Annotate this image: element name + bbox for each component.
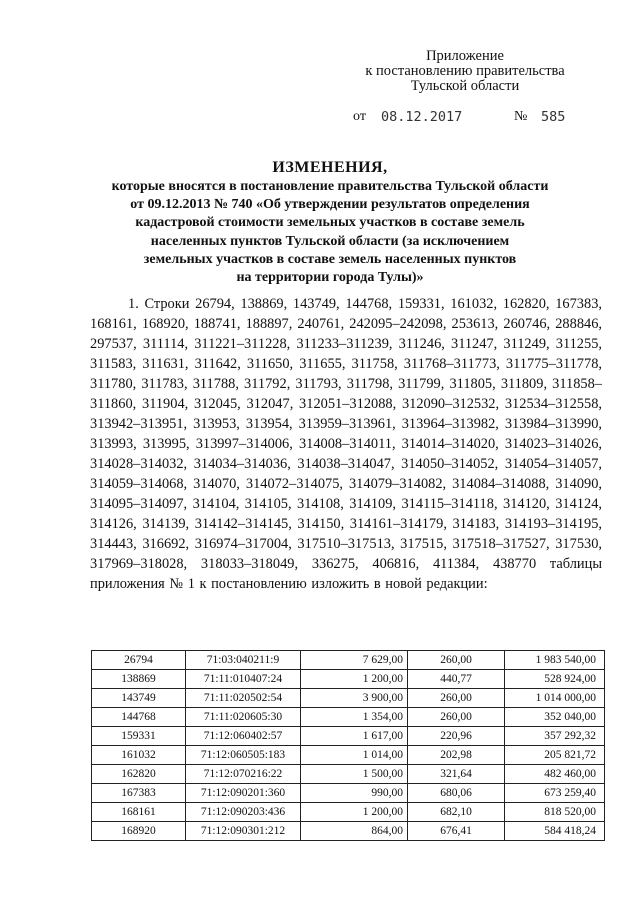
body-paragraph: 1. Строки 26794, 138869, 143749, 144768, 159331, 161032, 162820, 167383, 168161, 168920, 188741, 188897, 240761, 242095–242098, 253613, 260746, 288846, 297537, 311114, 311221–311228, 311233–311239, 311246, 311247, 311249, 311255, 311583, 311631, 311642, 311650, 311655, 311758, 311768–311773, 311775–311778, 311780, 311783, 311788, 311792, 311793, 311798, 311799, 311805, 311809, 311858–311860, 311904, 312045, 312047, 312051–312088, 312090–312532, 312534–312558, 313942–313951, 313953, 313954, 313959–313961, 313964–313982, 313984–313990, 313993, 313995, 313997–314006, 314008–314011, 314014–314020, 314023–314026, 314028–314032, 314034–314036, 314038–314047, 314050–314052, 314054–314057, 314059–314068, 314070, 314072–314075, 314079–314082, 314084–314088, 314090, 314095–314097, 314104, 314105, 314108, 314109, 314115–314118, 314120, 314124, 314126, 314139, 314142–314145, 314150, 314161–314179, 314183, 314193–314195, 314443, 316692, 316974–317004, 317510–317513, 317515, 317518–317527, 317530, 317969–318028, 318033–318049, 336275, 406816, 411384, 438770 таблицы приложения № 1 к постановлению изложить в новой редакции: [90,296,602,592]
cell-total-value: 1 014 000,00 [505,689,605,708]
title-line: от 09.12.2013 № 740 «Об утверждении результатов определения [130,197,530,213]
cell-row-number: 168920 [92,822,186,841]
decree-number: 585 [541,109,566,125]
cell-unit-value: 321,64 [408,765,505,784]
cell-unit-value: 260,00 [408,708,505,727]
document-heading [80,157,580,287]
cell-row-number: 26794 [92,651,186,670]
cell-unit-value: 440,77 [408,670,505,689]
table-row [92,784,605,803]
date-prefix: от [353,109,366,124]
appendix-block [340,49,590,94]
cell-area: 1 200,00 [301,670,408,689]
cell-area: 864,00 [301,822,408,841]
cell-total-value: 584 418,24 [505,822,605,841]
cell-unit-value: 260,00 [408,689,505,708]
decree-date-number [353,109,593,129]
cell-total-value: 352 040,00 [505,708,605,727]
table-row [92,689,605,708]
cell-area: 1 200,00 [301,803,408,822]
cell-total-value: 1 983 540,00 [505,651,605,670]
table-row [92,746,605,765]
cell-row-number: 143749 [92,689,186,708]
cell-area: 990,00 [301,784,408,803]
title-line: на территории города Тулы)» [236,270,424,286]
table-row [92,727,605,746]
cell-cadastral-number: 71:12:060505:183 [186,746,301,765]
cell-area: 3 900,00 [301,689,408,708]
cell-cadastral-number: 71:11:020605:30 [186,708,301,727]
cell-total-value: 205 821,72 [505,746,605,765]
cell-cadastral-number: 71:12:090201:360 [186,784,301,803]
cell-area: 1 014,00 [301,746,408,765]
title-line: кадастровой стоимости земельных участков в составе земель [135,215,525,231]
cell-cadastral-number: 71:03:040211:9 [186,651,301,670]
title-line: которые вносятся в постановление правительства Тульской области [111,179,549,194]
cell-area: 7 629,00 [301,651,408,670]
cell-row-number: 167383 [92,784,186,803]
cell-row-number: 162820 [92,765,186,784]
cell-unit-value: 676,41 [408,822,505,841]
cell-cadastral-number: 71:12:090203:436 [186,803,301,822]
cell-row-number: 144768 [92,708,186,727]
title-line: населенных пунктов Тульской области (за исключением [150,233,510,249]
cell-unit-value: 260,00 [408,651,505,670]
cell-area: 1 500,00 [301,765,408,784]
table-row [92,708,605,727]
cell-cadastral-number: 71:12:070216:22 [186,765,301,784]
cell-row-number: 161032 [92,746,186,765]
cell-unit-value: 682,10 [408,803,505,822]
table-row [92,651,605,670]
cell-cadastral-number: 71:12:090301:212 [186,822,301,841]
cell-row-number: 159331 [92,727,186,746]
cell-unit-value: 202,98 [408,746,505,765]
cell-area: 1 617,00 [301,727,408,746]
table-row [92,803,605,822]
cell-row-number: 168161 [92,803,186,822]
appendix-line: к постановлению правительства [365,63,565,79]
cell-unit-value: 220,96 [408,727,505,746]
appendix-line: Тульской области [410,78,520,94]
number-sign: № [514,109,528,124]
document-title: ИЗМЕНЕНИЯ, [272,159,388,176]
cell-total-value: 673 259,40 [505,784,605,803]
cell-total-value: 482 460,00 [505,765,605,784]
cell-cadastral-number: 71:11:020502:54 [186,689,301,708]
cell-cadastral-number: 71:12:060402:57 [186,727,301,746]
decree-date: 08.12.2017 [381,109,463,125]
cell-total-value: 357 292,32 [505,727,605,746]
cell-cadastral-number: 71:11:010407:24 [186,670,301,689]
table-row [92,822,605,841]
cell-row-number: 138869 [92,670,186,689]
cell-total-value: 528 924,00 [505,670,605,689]
data-table [91,650,605,841]
cell-total-value: 818 520,00 [505,803,605,822]
table-row [92,765,605,784]
cell-unit-value: 680,06 [408,784,505,803]
title-line: земельных участков в составе земель населенных пунктов [143,251,517,267]
cell-area: 1 354,00 [301,708,408,727]
appendix-line: Приложение [426,48,504,64]
table-row [92,670,605,689]
